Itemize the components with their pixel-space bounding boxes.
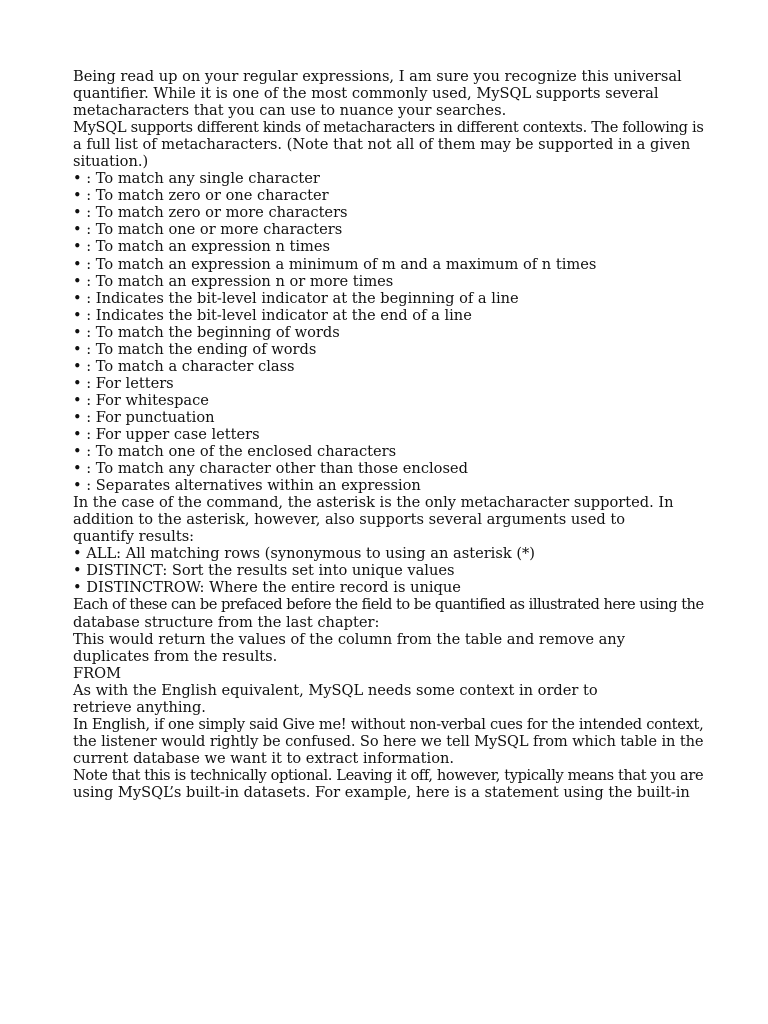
text-line: metacharacters that you can use to nuance your searches. bbox=[73, 102, 507, 120]
list-item: • : For punctuation bbox=[73, 408, 215, 426]
list-item: • DISTINCT: Sort the results set into unique values bbox=[73, 562, 455, 580]
list-item: • : To match zero or one character bbox=[73, 187, 329, 205]
text-line: current database we want it to extract information. bbox=[73, 749, 455, 767]
text-line: As with the English equivalent, MySQL needs some context in order to bbox=[73, 681, 598, 699]
text-line: Being read up on your regular expressions, I am sure you recognize this universal bbox=[73, 68, 682, 85]
list-item: • : To match any single character bbox=[73, 170, 320, 188]
list-item: • : To match an expression a minimum of m and a maximum of n times bbox=[73, 255, 597, 273]
text-line: duplicates from the results. bbox=[73, 647, 278, 665]
text-line: quantifier. While it is one of the most commonly used, MySQL supports several bbox=[73, 85, 659, 103]
list-item: • : For whitespace bbox=[73, 391, 209, 409]
text-line: In English, if one simply said Give me! without non-verbal cues for the intended context, bbox=[73, 715, 704, 733]
text-line: a full list of metacharacters. (Note that not all of them may be supported in a given bbox=[73, 136, 691, 154]
list-item: • : To match an expression n or more times bbox=[73, 272, 394, 290]
list-item: • : To match an expression n times bbox=[73, 238, 331, 256]
list-item: • : To match the beginning of words bbox=[73, 323, 340, 341]
text-line: addition to the asterisk, however, also supports several arguments used to bbox=[73, 511, 626, 529]
text-line: using MySQL’s built-in datasets. For example, here is a statement using the built-in bbox=[73, 783, 690, 801]
text-line: Each of these can be prefaced before the field to be quantified as illustrated here using the bbox=[73, 596, 704, 614]
list-item: • : Indicates the bit-level indicator at the end of a line bbox=[73, 306, 472, 324]
list-item: • : To match one of the enclosed characters bbox=[73, 443, 397, 461]
list-item: • : To match a character class bbox=[73, 357, 295, 375]
list-item: • : Separates alternatives within an expression bbox=[73, 477, 421, 495]
text-line: quantify results: bbox=[73, 528, 195, 546]
section-heading: FROM bbox=[73, 664, 122, 682]
list-item: • : For upper case letters bbox=[73, 425, 260, 443]
document-body bbox=[73, 68, 703, 801]
text-line: In the case of the command, the asterisk is the only metacharacter supported. In bbox=[73, 494, 674, 512]
list-item: • : To match zero or more characters bbox=[73, 204, 348, 222]
list-item: • DISTINCTROW: Where the entire record is unique bbox=[73, 579, 461, 597]
list-item: • : To match the ending of words bbox=[73, 340, 317, 358]
list-item: • : For letters bbox=[73, 374, 174, 392]
text-line: retrieve anything. bbox=[73, 698, 206, 716]
text-line: database structure from the last chapter: bbox=[73, 613, 380, 631]
text-line: This would return the values of the column from the table and remove any bbox=[73, 630, 625, 648]
text-line: MySQL supports different kinds of metacharacters in different contexts. The following is bbox=[73, 119, 704, 137]
text-line: the listener would rightly be confused. So here we tell MySQL from which table in the bbox=[73, 732, 704, 750]
text-line: situation.) bbox=[73, 153, 149, 171]
list-item: • ALL: All matching rows (synonymous to using an asterisk (*) bbox=[73, 545, 536, 563]
text-line: Note that this is technically optional. Leaving it off, however, typically means that you are bbox=[73, 766, 704, 784]
list-item: • : Indicates the bit-level indicator at the beginning of a line bbox=[73, 289, 519, 307]
list-item: • : To match one or more characters bbox=[73, 221, 343, 239]
list-item: • : To match any character other than those enclosed bbox=[73, 460, 468, 478]
